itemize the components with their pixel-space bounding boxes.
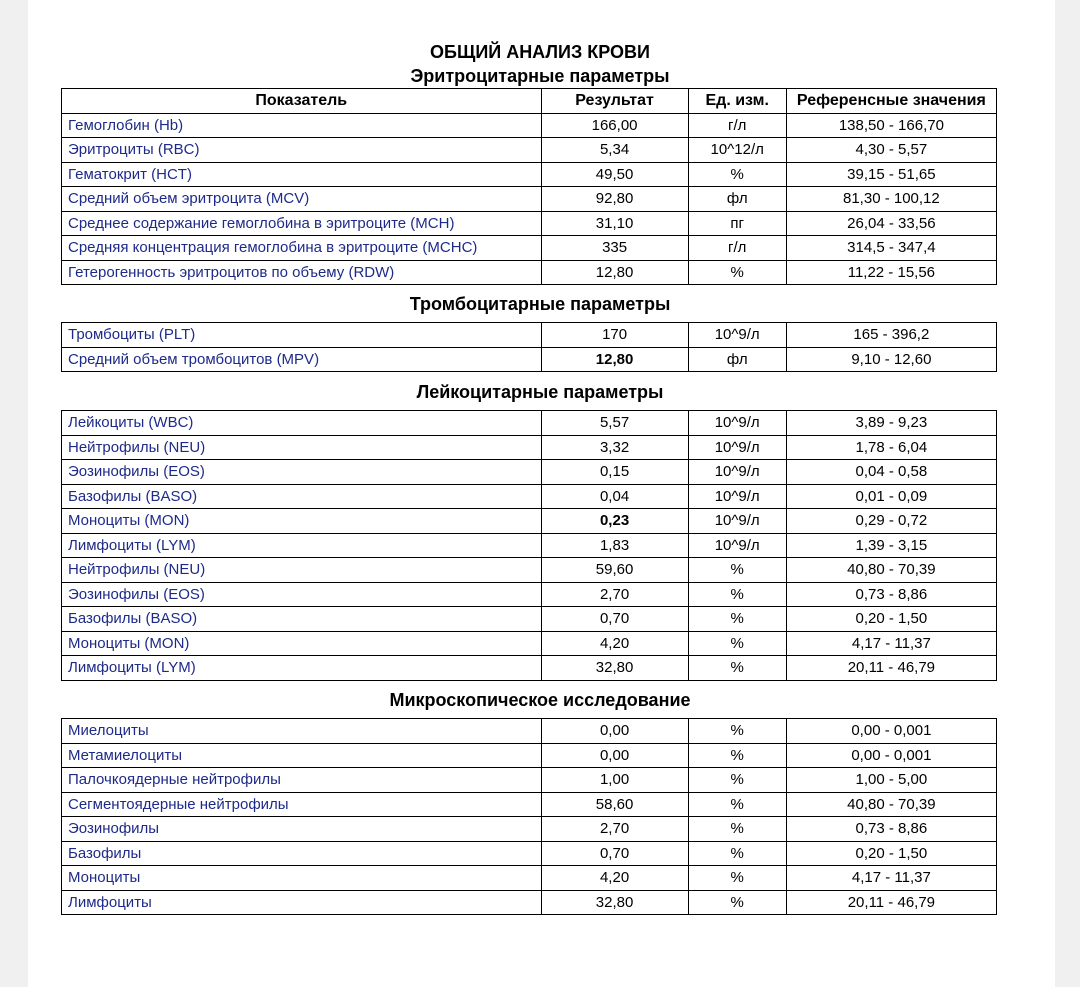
row-unit: фл <box>688 347 786 372</box>
row-name: Лимфоциты (LYM) <box>62 533 542 558</box>
row-ref: 40,80 - 70,39 <box>786 792 996 817</box>
table-row <box>62 719 997 744</box>
row-ref: 314,5 - 347,4 <box>786 236 996 261</box>
table-row <box>62 460 997 485</box>
row-ref: 20,11 - 46,79 <box>786 890 996 915</box>
table-row <box>62 113 997 138</box>
row-result: 32,80 <box>541 656 688 681</box>
row-ref: 0,20 - 1,50 <box>786 841 996 866</box>
row-name: Гетерогенность эритроцитов по объему (RDW) <box>62 260 542 285</box>
row-unit: % <box>688 582 786 607</box>
row-result: 170 <box>541 323 688 348</box>
row-result: 5,57 <box>541 411 688 436</box>
row-name: Моноциты (MON) <box>62 631 542 656</box>
row-unit: г/л <box>688 236 786 261</box>
row-ref: 138,50 - 166,70 <box>786 113 996 138</box>
row-ref: 1,78 - 6,04 <box>786 435 996 460</box>
row-result: 0,70 <box>541 607 688 632</box>
row-name: Базофилы (BASO) <box>62 484 542 509</box>
table-body <box>62 411 997 681</box>
row-name: Сегментоядерные нейтрофилы <box>62 792 542 817</box>
row-name: Эозинофилы (EOS) <box>62 582 542 607</box>
row-ref: 3,89 - 9,23 <box>786 411 996 436</box>
table-row <box>62 607 997 632</box>
row-name: Базофилы (BASO) <box>62 607 542 632</box>
table-row <box>62 347 997 372</box>
row-unit: 10^9/л <box>688 323 786 348</box>
row-unit: г/л <box>688 113 786 138</box>
row-name: Среднее содержание гемоглобина в эритроците (MCH) <box>62 211 542 236</box>
table-row <box>62 582 997 607</box>
row-name: Базофилы <box>62 841 542 866</box>
row-result: 59,60 <box>541 558 688 583</box>
row-unit: % <box>688 631 786 656</box>
table-row <box>62 768 997 793</box>
row-name: Моноциты (MON) <box>62 509 542 534</box>
page-title: ОБЩИЙ АНАЛИЗ КРОВИ <box>430 42 650 62</box>
section-title-microscopy: Микроскопическое исследование <box>389 690 691 710</box>
row-ref: 0,73 - 8,86 <box>786 817 996 842</box>
table-row <box>62 138 997 163</box>
row-name: Нейтрофилы (NEU) <box>62 558 542 583</box>
row-unit: 10^9/л <box>688 411 786 436</box>
table-row <box>62 236 997 261</box>
row-unit: % <box>688 817 786 842</box>
row-result: 5,34 <box>541 138 688 163</box>
row-ref: 9,10 - 12,60 <box>786 347 996 372</box>
table-row <box>62 631 997 656</box>
table-row <box>62 411 997 436</box>
row-name: Миелоциты <box>62 719 542 744</box>
row-ref: 39,15 - 51,65 <box>786 162 996 187</box>
table-row <box>62 509 997 534</box>
table-row <box>62 890 997 915</box>
row-ref: 0,00 - 0,001 <box>786 719 996 744</box>
table-row <box>62 866 997 891</box>
row-result: 1,83 <box>541 533 688 558</box>
row-ref: 165 - 396,2 <box>786 323 996 348</box>
row-ref: 0,04 - 0,58 <box>786 460 996 485</box>
row-result: 0,23 <box>541 509 688 534</box>
row-name: Метамиелоциты <box>62 743 542 768</box>
table-platelet <box>61 322 997 372</box>
row-name: Средняя концентрация гемоглобина в эритроците (MCHC) <box>62 236 542 261</box>
row-ref: 20,11 - 46,79 <box>786 656 996 681</box>
table-row <box>62 260 997 285</box>
table-body <box>62 719 997 915</box>
table-row <box>62 817 997 842</box>
table-row <box>62 792 997 817</box>
row-unit: фл <box>688 187 786 212</box>
table-header-row <box>62 89 997 114</box>
row-ref: 81,30 - 100,12 <box>786 187 996 212</box>
header-unit: Ед. изм. <box>688 89 786 114</box>
table-row <box>62 656 997 681</box>
row-name: Нейтрофилы (NEU) <box>62 435 542 460</box>
row-result: 0,00 <box>541 719 688 744</box>
row-result: 32,80 <box>541 890 688 915</box>
table-row <box>62 211 997 236</box>
row-ref: 4,30 - 5,57 <box>786 138 996 163</box>
row-result: 335 <box>541 236 688 261</box>
row-name: Палочкоядерные нейтрофилы <box>62 768 542 793</box>
section-title-erythrocyte: Эритроцитарные параметры <box>410 66 670 86</box>
row-unit: 10^9/л <box>688 509 786 534</box>
row-result: 31,10 <box>541 211 688 236</box>
row-unit: % <box>688 866 786 891</box>
table-row <box>62 533 997 558</box>
row-unit: % <box>688 792 786 817</box>
section-title-platelet: Тромбоцитарные параметры <box>409 294 671 314</box>
row-result: 0,04 <box>541 484 688 509</box>
header-name: Показатель <box>62 89 542 114</box>
row-ref: 0,20 - 1,50 <box>786 607 996 632</box>
document-page <box>28 0 1055 987</box>
row-name: Эозинофилы (EOS) <box>62 460 542 485</box>
row-unit: % <box>688 743 786 768</box>
table-erythrocyte <box>61 88 997 285</box>
table-body <box>62 113 997 285</box>
table-row <box>62 558 997 583</box>
row-result: 2,70 <box>541 817 688 842</box>
row-result: 49,50 <box>541 162 688 187</box>
table-row <box>62 187 997 212</box>
row-name: Средний объем эритроцита (MCV) <box>62 187 542 212</box>
row-name: Лимфоциты <box>62 890 542 915</box>
table-row <box>62 435 997 460</box>
row-result: 58,60 <box>541 792 688 817</box>
header-ref: Референсные значения <box>786 89 996 114</box>
row-result: 0,70 <box>541 841 688 866</box>
row-result: 4,20 <box>541 866 688 891</box>
row-unit: пг <box>688 211 786 236</box>
row-unit: % <box>688 768 786 793</box>
row-unit: % <box>688 719 786 744</box>
row-name: Тромбоциты (PLT) <box>62 323 542 348</box>
row-unit: % <box>688 841 786 866</box>
row-ref: 0,01 - 0,09 <box>786 484 996 509</box>
table-leukocyte <box>61 410 997 681</box>
table-row <box>62 162 997 187</box>
row-ref: 0,00 - 0,001 <box>786 743 996 768</box>
row-unit: % <box>688 607 786 632</box>
table-row <box>62 743 997 768</box>
row-unit: 10^12/л <box>688 138 786 163</box>
row-ref: 4,17 - 11,37 <box>786 631 996 656</box>
row-unit: 10^9/л <box>688 435 786 460</box>
row-unit: 10^9/л <box>688 484 786 509</box>
row-result: 12,80 <box>541 347 688 372</box>
row-result: 1,00 <box>541 768 688 793</box>
table-row <box>62 841 997 866</box>
row-unit: 10^9/л <box>688 533 786 558</box>
row-result: 0,15 <box>541 460 688 485</box>
row-result: 92,80 <box>541 187 688 212</box>
row-result: 4,20 <box>541 631 688 656</box>
table-microscopy <box>61 718 997 915</box>
row-name: Эритроциты (RBC) <box>62 138 542 163</box>
row-name: Гематокрит (HCT) <box>62 162 542 187</box>
row-result: 2,70 <box>541 582 688 607</box>
header-result: Результат <box>541 89 688 114</box>
row-ref: 1,00 - 5,00 <box>786 768 996 793</box>
row-result: 12,80 <box>541 260 688 285</box>
row-unit: 10^9/л <box>688 460 786 485</box>
table-body <box>62 323 997 372</box>
row-ref: 11,22 - 15,56 <box>786 260 996 285</box>
section-title-leukocyte: Лейкоцитарные параметры <box>416 382 664 402</box>
row-name: Гемоглобин (Hb) <box>62 113 542 138</box>
row-result: 166,00 <box>541 113 688 138</box>
row-unit: % <box>688 162 786 187</box>
row-unit: % <box>688 656 786 681</box>
row-name: Моноциты <box>62 866 542 891</box>
row-name: Средний объем тромбоцитов (MPV) <box>62 347 542 372</box>
row-ref: 0,29 - 0,72 <box>786 509 996 534</box>
row-result: 3,32 <box>541 435 688 460</box>
table-row <box>62 323 997 348</box>
row-unit: % <box>688 558 786 583</box>
row-ref: 4,17 - 11,37 <box>786 866 996 891</box>
row-unit: % <box>688 260 786 285</box>
row-unit: % <box>688 890 786 915</box>
row-result: 0,00 <box>541 743 688 768</box>
row-name: Лейкоциты (WBC) <box>62 411 542 436</box>
row-ref: 40,80 - 70,39 <box>786 558 996 583</box>
row-ref: 26,04 - 33,56 <box>786 211 996 236</box>
row-name: Эозинофилы <box>62 817 542 842</box>
table-row <box>62 484 997 509</box>
row-ref: 1,39 - 3,15 <box>786 533 996 558</box>
row-ref: 0,73 - 8,86 <box>786 582 996 607</box>
row-name: Лимфоциты (LYM) <box>62 656 542 681</box>
